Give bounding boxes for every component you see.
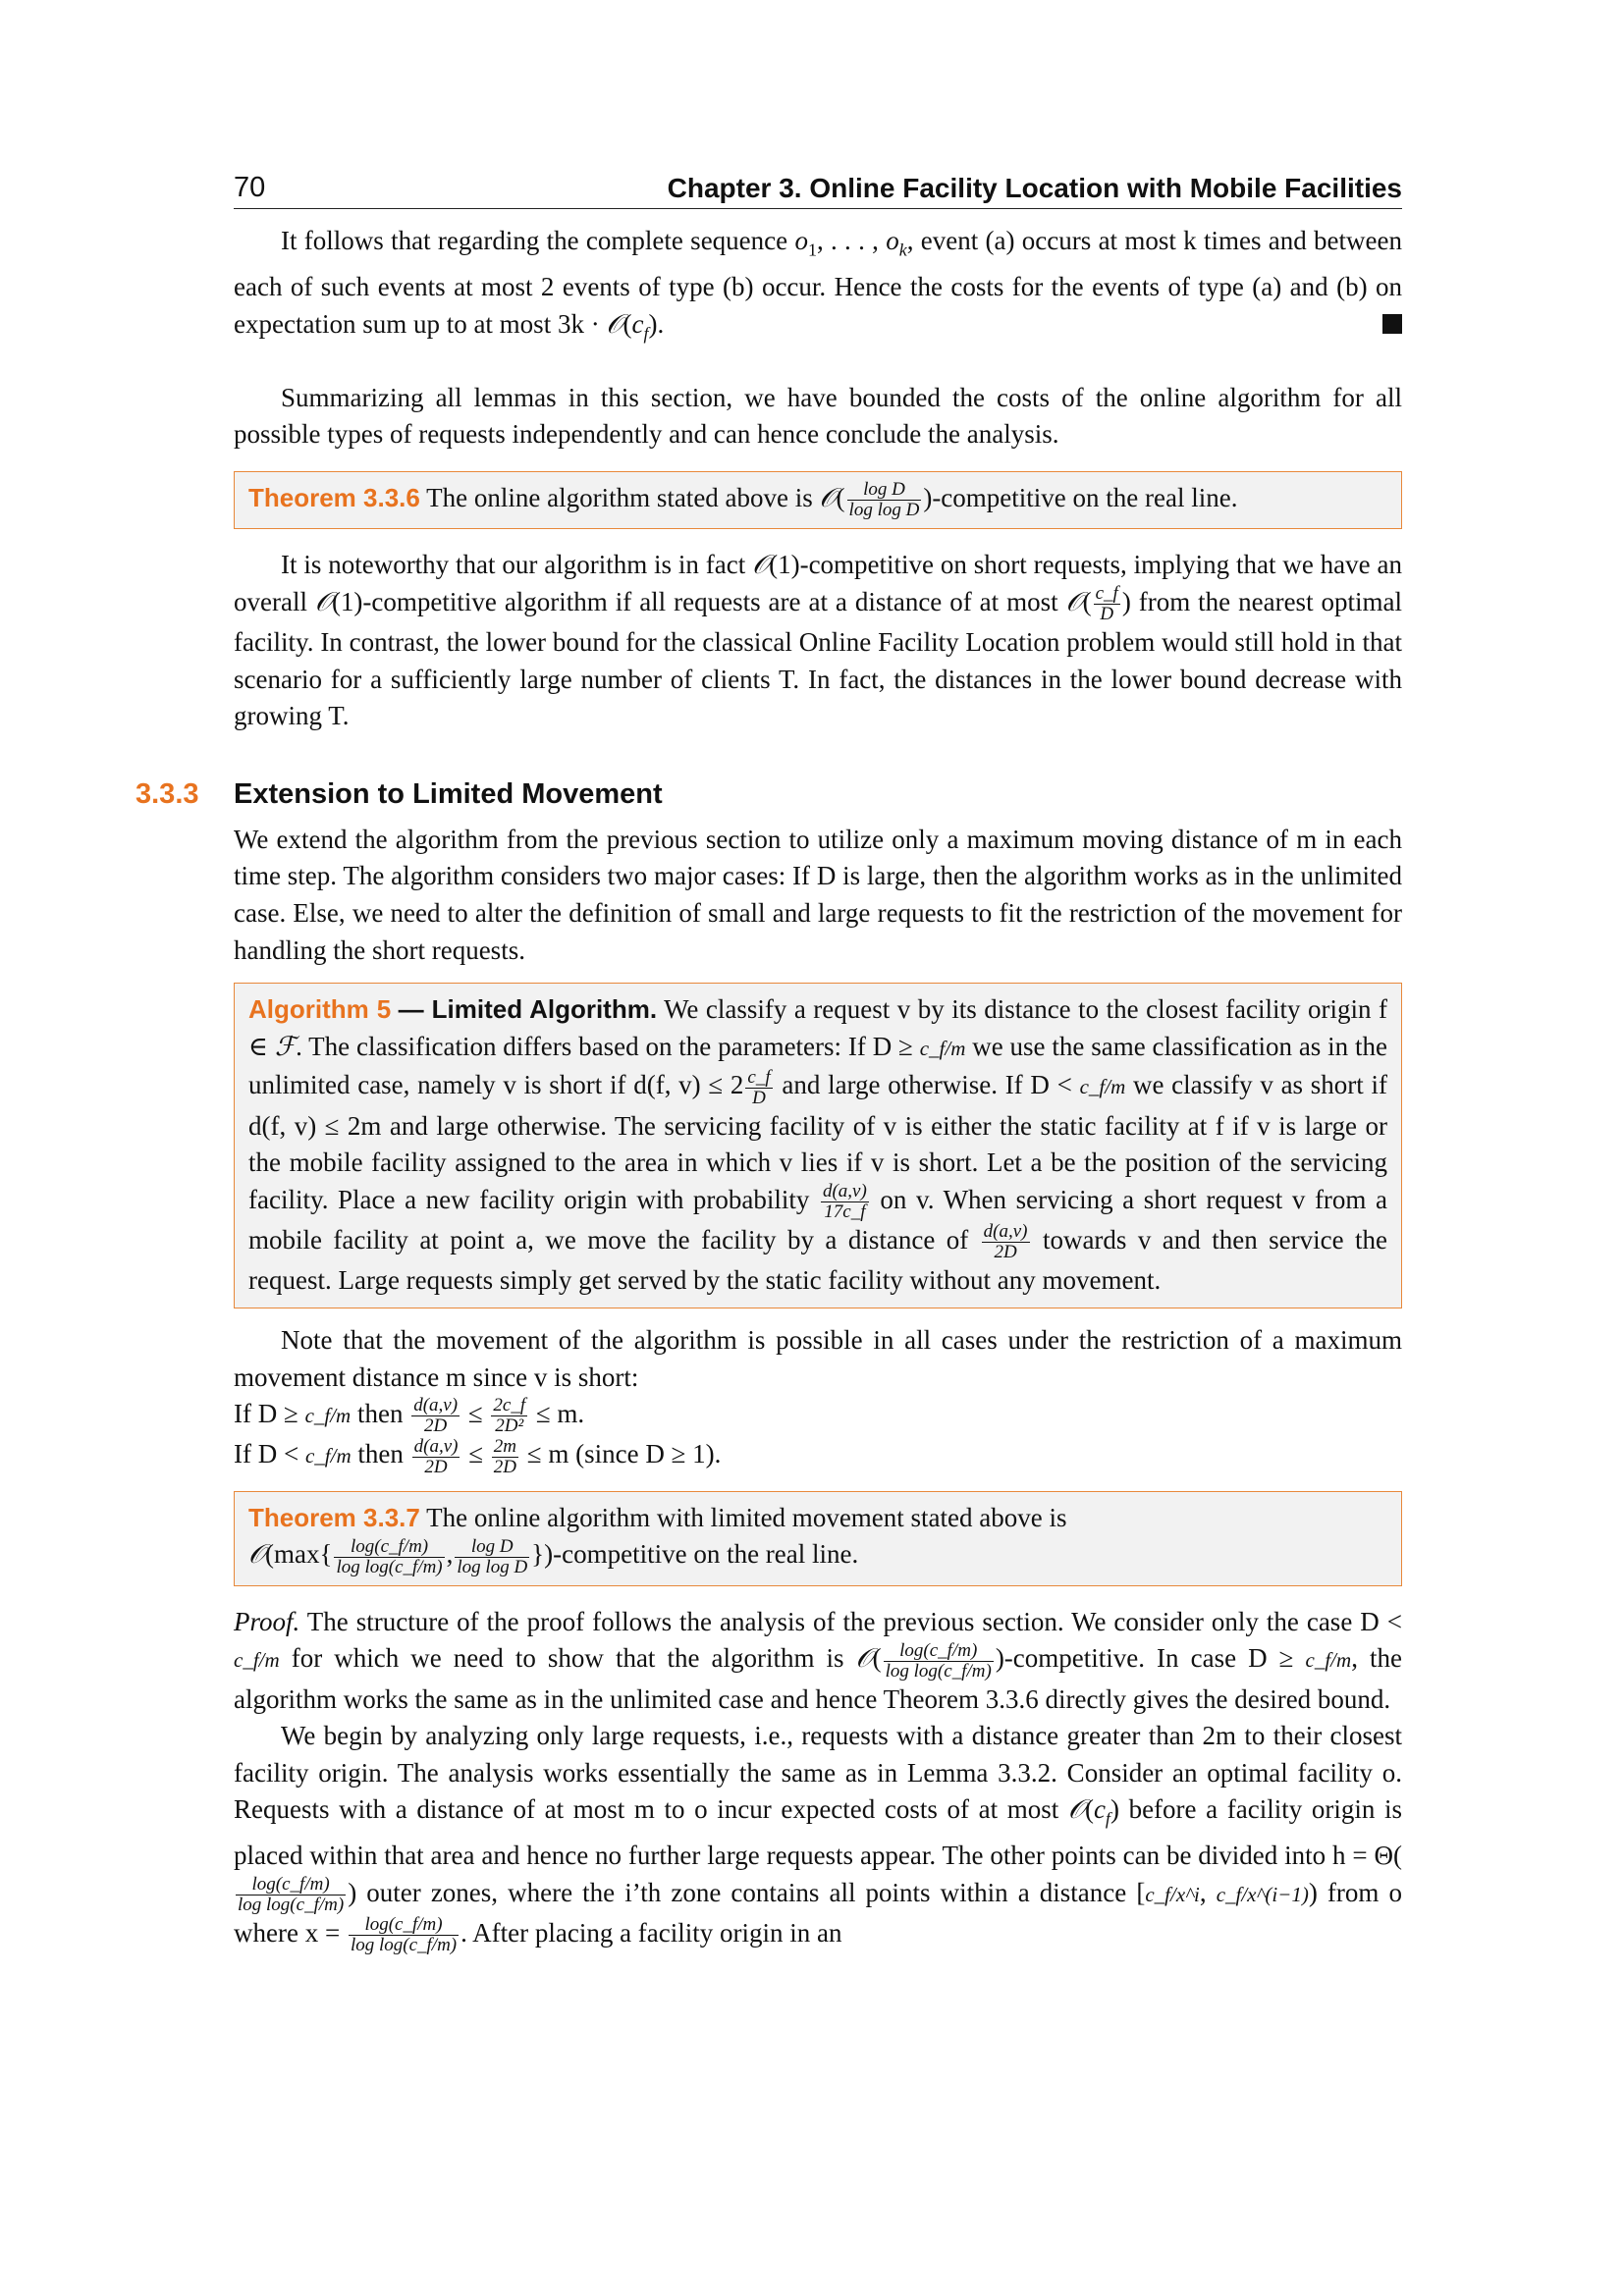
theorem-3-3-7: Theorem 3.3.7 The online algorithm with limited movement stated above is 𝒪(max{ $\frac{\log(c\_f/m)}{\text{log log(c\_f/m)}}$ , $\frac{\text{log D}}{\text{log log D}}$ })-competitive on the real line.: [234, 1491, 1402, 1586]
section-title: Extension to Limited Movement: [234, 777, 663, 810]
qed-icon: [1382, 314, 1402, 334]
proof-label: Proof.: [234, 1606, 300, 1636]
paragraph-summary: Summarizing all lemmas in this section, we have bounded the costs of the online algorithm for all possible types of requests independently and can hence conclude the analysis.: [234, 382, 1402, 450]
movement-case-1: If D ≥ c_f/m then $\frac{d(a,v)}{2D}$ ≤ $\frac{2c\_f}{\text{2D²}}$ ≤ m.: [234, 1395, 585, 1437]
movement-case-2: If D < c_f/m then $\frac{d(a,v)}{2D}$ ≤ $\frac{2m}{2D}$ ≤ m (since D ≥ 1).: [234, 1435, 722, 1477]
theorem-label: Theorem 3.3.7: [248, 1502, 420, 1532]
paragraph-conclusion: It follows that regarding the complete sequence $o_1$, . . . , $o_k$, event (a) occurs at most k times and between each of such events at most 2 events of type (b) occur. Hence the costs for the events of type (a) and (b) on expectation sum up to at most $3k \cdot 𝒪(c_f)$.: [234, 226, 1403, 343]
paragraph-noteworthy: It is noteworthy that our algorithm is in fact 𝒪(1)-competitive on short requests, implying that we have an overall 𝒪(1)-competitive algorithm if all requests are at a distance of at most 𝒪( $\frac{c\_f}{D}$ ) from the nearest optimal facility. In contrast, the lower bound for the classical Online Facility Location problem would still hold in that scenario for a sufficiently large number of clients T. In fact, the distances in the lower bound decrease with growing T.: [234, 550, 1403, 731]
chapter-title: Chapter 3. Online Facility Location with Mobile Facilities: [667, 173, 1402, 203]
fraction: $\frac{\text{log D}}{\text{log log D}}$: [848, 479, 920, 521]
page-number: 70: [234, 172, 266, 203]
section-number: 3.3.3: [135, 777, 199, 810]
paragraph-extension: We extend the algorithm from the previous section to utilize only a maximum moving distance of m in each time step. The algorithm considers two major cases: If D is large, then the algorithm works as in the unlimited case. Else, we need to alter the definition of small and large requests to fit the restriction of the movement for handling the short requests.: [234, 824, 1402, 965]
proof-paragraph-2: We begin by analyzing only large requests, i.e., requests with a distance greater than 2m to their closest facility origin. The analysis works essentially the same as in Lemma 3.3.2. Consider an optimal facility o. Requests with a distance of at most m to o incur expected costs of at most $𝒪(c_f)$ before a facility origin is placed within that area and hence no further large requests appear. The other points can be divided into h = Θ( $\frac{\log(c\_f/m)}{\text{log log(c\_f/m)}}$ ) outer zones, where the i’th zone contains all points within a distance [c_f/x^i, c_f/x^(i−1)) from o where x = $\frac{\log(c\_f/m)}{\text{log log(c\_f/m)}}$ . After placing a facility origin in an: [234, 1721, 1403, 1956]
section-heading: [135, 777, 1402, 822]
paragraph-movement: Note that the movement of the algorithm is possible in all cases under the restriction of a maximum movement distance m since v is short:: [234, 1324, 1402, 1392]
theorem-3-3-6: Theorem 3.3.6 The online algorithm stated above is 𝒪( $\frac{\text{log D}}{\text{log log D}}$ )-competitive on the real line.: [234, 471, 1402, 529]
page: [135, 167, 1403, 1956]
algorithm-name: — Limited Algorithm.: [398, 994, 658, 1025]
algorithm-5: Algorithm 5 — Limited Algorithm. We classify a request v by its distance to the closest facility origin f ∈ ℱ. The classification differs based on the parameters: If D ≥ c_f/m we use the same classification as in the unlimited case, namely v is short if d(f, v) ≤ 2 $\frac{c\_f}{D}$ and large otherwise. If D < c_f/m we classify v as short if d(f, v) ≤ 2m and large otherwise. The servicing facility of v is either the static facility at f if v is large or the mobile facility assigned to the area in which v lies if v is short. Let a be the position of the servicing facility. Place a new facility origin with probability $\frac{d(a,v)}{17c\_f}$ on v. When servicing a short request v from a mobile facility at point a, we move the facility by a distance of $\frac{d(a,v)}{2D}$ towards v and then service the request. Large requests simply get served by the static facility without any movement.: [234, 983, 1402, 1308]
theorem-label: Theorem 3.3.6: [248, 482, 420, 512]
proof-paragraph-1: Proof. The structure of the proof follows the analysis of the previous section. We consider only the case D < c_f/m for which we need to show that the algorithm is 𝒪( $\frac{\log(c\_f/m)}{\text{log log(c\_f/m)}}$ )-competitive. In case D ≥ c_f/m, the algorithm works the same as in the unlimited case and hence Theorem 3.3.6 directly gives the desired bound.: [234, 1606, 1402, 1714]
running-header: [234, 167, 1402, 209]
algorithm-label: Algorithm 5: [248, 994, 392, 1025]
